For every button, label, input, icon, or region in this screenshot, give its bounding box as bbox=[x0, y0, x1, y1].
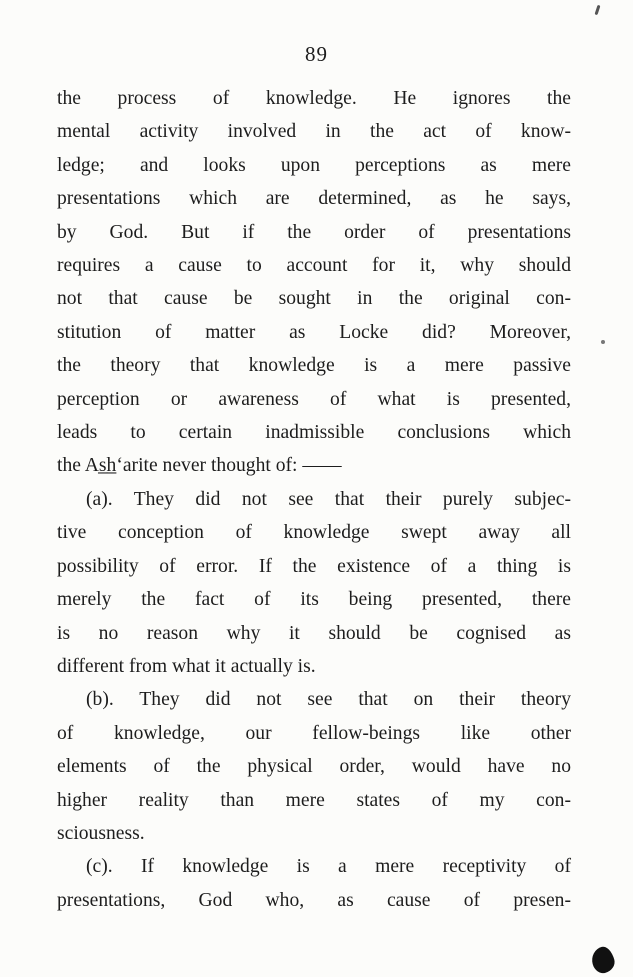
text-line: the theory that knowledge is a mere passive bbox=[57, 355, 571, 377]
text-line: higher reality than mere states of my con- bbox=[57, 789, 571, 811]
text-line: not that cause be sought in the original con- bbox=[57, 288, 571, 310]
text-line: stitution of matter as Locke did? Moreover, bbox=[57, 321, 571, 343]
ink-blob-artifact bbox=[589, 945, 617, 976]
text-line: by God. But if the order of presentations bbox=[57, 221, 571, 243]
body-text bbox=[0, 66, 633, 917]
text-line: the As̲h̲‘arite never thought of: —— bbox=[57, 455, 342, 477]
text-line: (a). They did not see that their purely subjec- bbox=[86, 488, 571, 510]
text-line: different from what it actually is. bbox=[57, 655, 316, 677]
text-line: sciousness. bbox=[57, 822, 145, 844]
text-line: requires a cause to account for it, why should bbox=[57, 255, 571, 277]
text-line: leads to certain inadmissible conclusions which bbox=[57, 422, 571, 444]
text-line: is no reason why it should be cognised as bbox=[57, 622, 571, 644]
text-line: mental activity involved in the act of know- bbox=[57, 121, 571, 143]
text-line: perception or awareness of what is presented, bbox=[57, 388, 571, 410]
text-line: tive conception of knowledge swept away all bbox=[57, 522, 571, 544]
text-line: (c). If knowledge is a mere receptivity of bbox=[86, 856, 571, 878]
text-line: elements of the physical order, would have no bbox=[57, 756, 571, 778]
text-line: the process of knowledge. He ignores the bbox=[57, 88, 571, 109]
text-line: presentations, God who, as cause of presen- bbox=[57, 889, 571, 911]
ink-speck-artifact bbox=[601, 340, 605, 344]
text-line: (b). They did not see that on their theory bbox=[86, 689, 571, 711]
text-line: of knowledge, our fellow-beings like other bbox=[57, 722, 571, 744]
text-line: merely the fact of its being presented, there bbox=[57, 589, 571, 611]
text-line: presentations which are determined, as he says, bbox=[57, 188, 571, 210]
page-number: 89 bbox=[305, 42, 328, 66]
text-line: ledge; and looks upon perceptions as mere bbox=[57, 154, 571, 176]
text-line: possibility of error. If the existence of a thing is bbox=[57, 555, 571, 577]
